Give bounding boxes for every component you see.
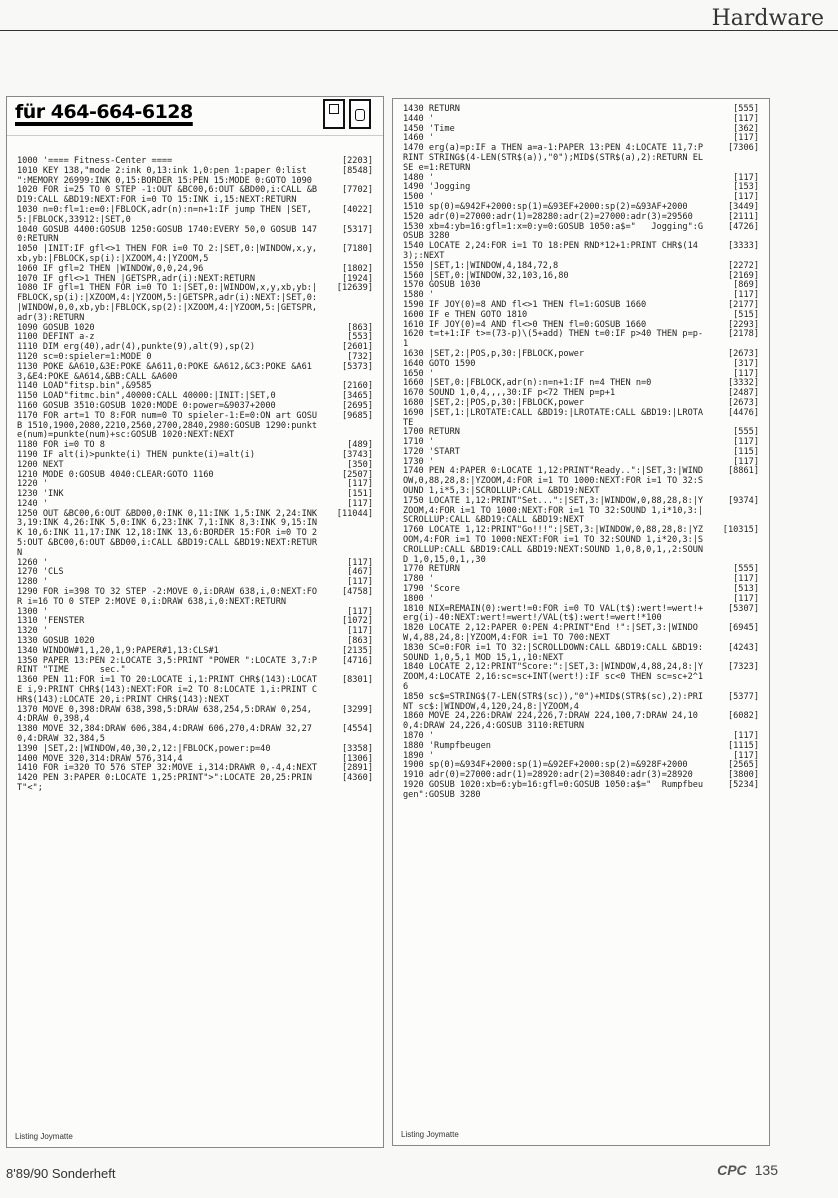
checksum: [863] [347,636,373,647]
checksum: [4716] [341,655,373,666]
code-text: 1890 ' [403,750,435,761]
code-line [403,223,759,243]
checksum: [3299] [341,704,373,715]
code-line [17,617,373,627]
code-text: 1870 ' [403,731,435,741]
code-text: 1680 |SET,2:|POS,p,30:|FBLOCK,power [403,397,585,408]
code-text: 1570 GOSUB 1030 [403,280,481,291]
code-line [17,676,373,705]
code-text: 1230 'INK [17,489,64,500]
code-line [403,585,759,595]
code-text: 1710 ' [403,437,435,448]
code-line [17,568,373,578]
checksum: [5377] [727,691,759,702]
checksum: [117] [347,498,373,509]
code-line [17,226,373,246]
code-line [403,526,759,565]
magazine-logo: CPC [717,1162,747,1178]
checksum: [115] [733,446,759,457]
code-text: 1550 |SET,1:|WINDOW,4,184,72,8 [403,260,559,271]
code-line [17,167,373,187]
checksum: [117] [733,731,759,741]
code-text: 1800 ' [403,593,435,604]
code-line [17,774,373,794]
checksum: [10315] [722,525,759,536]
checksum: [12639] [336,283,373,294]
code-line [403,105,759,115]
checksum: [117] [733,192,759,203]
checksum: [2565] [727,760,759,771]
checksum: [8301] [341,675,373,686]
code-text: 1640 GOTO 1590 [403,358,476,369]
code-text: 1520 adr(0)=27000:adr(1)=28280:adr(2)=27000:adr(3)=29560 [403,211,693,222]
checksum: [4554] [341,724,373,735]
code-text: 1140 LOAD"fitsp.bin",&9585 [17,381,152,392]
code-text: 1440 ' [403,113,435,124]
code-text: 1390 |SET,2:|WINDOW,40,30,2,12:|FBLOCK,power:p=40 [17,743,271,754]
code-text: 1430 RETURN [403,104,460,114]
code-text: 1060 IF gfl=2 THEN |WINDOW,0,0,24,96 [17,263,204,274]
checksum: [11044] [336,508,373,519]
code-text: 1850 sc$=STRING$(7-LEN(STR$(sc)),"0")+MID$(STR$(sc),2):PRINT sc$:|WINDOW,4,120,24,8:|YZOOM,4 [403,691,704,712]
checksum: [869] [733,280,759,291]
checksum: [1306] [341,753,373,764]
checksum: [117] [733,133,759,144]
code-text: 1660 |SET,0:|FBLOCK,adr(n):n=n+1:IF n=4 THEN n=0 [403,378,652,389]
checksum: [117] [347,577,373,588]
checksum: [117] [733,574,759,585]
code-text: 1810 NIX=REMAIN(0):wert!=0:FOR i=0 TO VAL(t$):wert!=wert!+erg(i)-40:NEXT:wert!=wert!/VAL(t$):wert!=wert!*100 [403,603,704,624]
code-line [403,605,759,625]
code-text: 1700 RETURN [403,427,460,438]
code-text: 1250 OUT &BC00,6:OUT &BD00,0:INK 0,11:INK 1,5:INK 2,24:INK 3,19:INK 4,26:INK 5,0:INK 6,23:INK 7,1:INK 8,3:INK 9,15:INK 10,6:INK 11,17:INK 12,18:INK 13,6:BORDER 15:FOR i=0 TO 25:OUT &BC00,6:OUT &BD00,i:CALL &BD19:CALL &BD19:NEXT:RETURN [17,508,323,558]
cassette-icon [349,99,371,129]
code-text: 1310 'FENSTER [17,616,85,627]
checksum: [117] [733,368,759,379]
code-text: 1200 NEXT [17,459,64,470]
code-text: 1630 |SET,2:|POS,p,30:|FBLOCK,power [403,348,585,359]
checksum: [4243] [727,642,759,653]
code-text: 1000 '==== Fitness-Center ==== [17,156,173,166]
code-text: 1120 sc=0:spieler=1:MODE 0 [17,351,152,362]
checksum: [9685] [341,410,373,421]
checksum: [4360] [341,773,373,784]
checksum: [2601] [341,342,373,353]
code-text: 1590 IF JOY(0)=8 AND fl<>1 THEN fl=1:GOSUB 1660 [403,299,647,310]
code-text: 1530 xb=4:yb=16:gfl=1:x=0:y=0:GOSUB 1050:a$=" Jogging":GOSUB 3280 [403,221,704,242]
code-line [403,144,759,173]
code-text: 1490 'Jogging [403,182,471,193]
checksum: [117] [733,593,759,604]
code-text: 1290 FOR i=398 TO 32 STEP -2:MOVE 0,i:DRAW 638,i,0:NEXT:FOR i=16 TO 0 STEP 2:MOVE 0,i:DRAW 638,i,0:NEXT:RETURN [17,587,318,607]
code-text: 1220 ' [17,479,49,490]
code-text: 1300 ' [17,606,49,617]
left-listing-panel [6,96,384,1148]
code-line [403,115,759,125]
code-text: 1650 ' [403,368,435,379]
code-text: 1420 PEN 3:PAPER 0:LOCATE 1,25:PRINT">":LOCATE 20,25:PRINT"<"; [17,773,312,793]
checksum: [7323] [727,662,759,673]
checksum: [2891] [341,763,373,774]
code-text: 1340 WINDOW#1,1,20,1,9:PAPER#1,13:CLS#1 [17,645,219,656]
checksum: [117] [733,113,759,124]
checksum: [117] [733,290,759,301]
code-text: 1580 ' [403,290,435,301]
code-line [17,706,373,726]
checksum: [2111] [727,211,759,222]
code-listing-right [403,105,759,801]
code-line [403,125,759,135]
code-line [17,363,373,383]
checksum: [4726] [727,221,759,232]
checksum: [1802] [341,263,373,274]
checksum: [3332] [727,378,759,389]
code-text: 1330 GOSUB 1020 [17,636,95,647]
code-text: 1320 ' [17,626,49,637]
code-line [17,657,373,677]
code-text: 1770 RETURN [403,564,460,575]
checksum: [2487] [727,388,759,399]
checksum: [6945] [727,623,759,634]
code-line [403,693,759,713]
checksum: [2169] [727,270,759,281]
code-line [403,565,759,575]
code-text: 1470 erg(a)=p:IF a THEN a=a-1:PAPER 13:PEN 4:LOCATE 11,7:PRINT STRING$(4-LEN(STR$(a)),"0");MID$(STR$(a),2):RETURN ELSE e=1:RETURN [403,143,704,173]
code-text: 1600 IF e THEN GOTO 1810 [403,309,528,320]
checksum: [489] [347,440,373,451]
checksum: [3465] [341,391,373,402]
code-text: 1380 MOVE 32,384:DRAW 606,384,4:DRAW 606,270,4:DRAW 32,270,4:DRAW 32,384,5 [17,724,312,745]
checksum: [555] [733,104,759,114]
code-text: 1210 MODE 0:GOSUB 4040:CLEAR:GOTO 1160 [17,469,214,480]
code-line [403,330,759,350]
code-text: 1350 PAPER 13:PEN 2:LOCATE 3,5:PRINT "POWER ":LOCATE 3,7:PRINT "TIME sec." [17,655,318,676]
checksum: [117] [347,557,373,568]
checksum: [7180] [341,244,373,255]
checksum: [3333] [727,241,759,252]
issue-label: 8'89/90 Sonderheft [6,1166,116,1181]
checksum: [9374] [727,495,759,506]
listing-caption: Listing Joymatte [401,1130,459,1139]
checksum: [1924] [341,273,373,284]
code-text: 1100 DEFINT a-z [17,332,95,343]
code-text: 1730 ' [403,456,435,467]
checksum: [863] [347,322,373,333]
checksum: [2673] [727,397,759,408]
code-line [403,742,759,752]
code-text: 1400 MOVE 320,314:DRAW 576,314,4 [17,753,183,764]
checksum: [3743] [341,449,373,460]
code-text: 1740 PEN 4:PAPER 0:LOCATE 1,12:PRINT"Ready..":|SET,3:|WINDOW,0,88,28,8:|YZOOM,4:FOR i=1 TO 1000:NEXT:FOR i=1 TO 32:SOUND 1,i*5,3:|SCROLLUP:CALL &BD19:NEXT [403,466,704,497]
code-text: 1170 FOR art=1 TO 8:FOR num=0 TO spieler-1:E=0:ON art GOSUB 1510,1900,2080,2210,2560,2700,2840,2980:GOSUB 1290:punkte(num)=punkte(num)+sc:GOSUB 1020:NEXT:NEXT [17,410,318,441]
checksum: [117] [733,750,759,761]
code-listing-left [17,157,373,794]
code-text: 1180 FOR i=0 TO 8 [17,440,105,451]
checksum: [6082] [727,711,759,722]
checksum: [555] [733,427,759,438]
checksum: [4758] [341,587,373,598]
code-line [403,448,759,458]
code-text: 1910 adr(0)=27000:adr(1)=28920:adr(2)=30840:adr(3)=28920 [403,770,693,781]
code-line [403,712,759,732]
checksum: [3449] [727,201,759,212]
checksum: [117] [347,626,373,637]
checksum: [2272] [727,260,759,271]
code-text: 1610 IF JOY(0)=4 AND fl<>0 THEN fl=0:GOSUB 1660 [403,319,647,330]
code-text: 1050 |INIT:IF gfl<>1 THEN FOR i=0 TO 2:|SET,0:|WINDOW,x,y,xb,yb:|FBLOCK,sp(i):|XZOOM,4:|YZOOM,5 [17,244,318,264]
page-number: 135 [754,1162,778,1178]
code-text: 1040 GOSUB 4400:GOSUB 1250:GOSUB 1740:EVERY 50,0 GOSUB 1470:RETURN [17,224,318,245]
checksum: [3358] [341,743,373,754]
code-text: 1480 ' [403,172,435,183]
code-line [403,428,759,438]
right-listing-panel [392,98,770,1146]
listing-caption: Listing Joymatte [15,1132,73,1141]
system-banner [7,97,383,136]
checksum: [467] [347,567,373,578]
checksum: [4476] [727,407,759,418]
code-line [17,559,373,569]
checksum: [7306] [727,143,759,154]
code-text: 1620 t=t+1:IF t>=(73-p)\(5+add) THEN t=0:IF p>40 THEN p=p-1 [403,329,704,350]
checksum: [1072] [341,616,373,627]
code-line [17,284,373,323]
code-line [403,644,759,664]
code-text: 1900 sp(0)=&934F+2000:sp(1)=&92EF+2000:sp(2)=&928F+2000 [403,760,688,771]
section-title: Hardware [711,6,824,31]
code-line [403,242,759,262]
code-text: 1240 ' [17,498,49,509]
code-text: 1190 IF alt(i)>punkte(i) THEN punkte(i)=alt(i) [17,449,255,460]
checksum: [5317] [341,224,373,235]
checksum: [2293] [727,319,759,330]
code-text: 1690 |SET,1:|LROTATE:CALL &BD19:|LROTATE:CALL &BD19:|LROTATE [403,407,704,428]
checksum: [117] [347,479,373,490]
code-text: 1450 'Time [403,123,455,134]
code-line [403,409,759,429]
code-text: 1110 DIM erg(40),adr(4),punkte(9),alt(9),sp(2) [17,342,255,353]
code-line [17,510,373,559]
code-line [403,624,759,644]
checksum: [513] [733,584,759,595]
code-text: 1720 'START [403,446,460,457]
code-text: 1880 'Rumpfbeugen [403,740,491,751]
code-text: 1780 ' [403,574,435,585]
code-text: 1270 'CLS [17,567,64,578]
code-line [17,480,373,490]
code-text: 1360 PEN 11:FOR i=1 TO 20:LOCATE i,1:PRINT CHR$(143):LOCATE i,9:PRINT CHR$(143):NEXT:FOR i=2 TO 8:LOCATE 1,i:PRINT CHR$(143):LOCATE 20,i:PRINT CHR$(143):NEXT [17,675,318,705]
code-line [403,497,759,526]
code-text: 1500 ' [403,192,435,203]
code-line [17,725,373,745]
checksum: [5373] [341,361,373,372]
checksum: [317] [733,358,759,369]
code-text: 1670 SOUND 1,0,4,,,,30:IF p<72 THEN p=p+1 [403,388,616,399]
code-text: 1540 LOCATE 2,24:FOR i=1 TO 18:PEN RND*12+1:PRINT CHR$(143);:NEXT [403,241,698,261]
checksum: [5307] [727,603,759,614]
code-text: 1130 POKE &A610,&3E:POKE &A611,0:POKE &A612,&C3:POKE &A613,&E4:POKE &A614,&BB:CALL &A600 [17,361,312,382]
checksum: [2203] [341,156,373,166]
code-line [17,245,373,265]
code-line [403,467,759,496]
checksum: [117] [733,456,759,467]
code-line [403,663,759,692]
code-text: 1370 MOVE 0,398:DRAW 638,398,5:DRAW 638,254,5:DRAW 0,254,4:DRAW 0,398,4 [17,704,312,725]
code-line [17,186,373,206]
checksum: [7702] [341,185,373,196]
checksum: [350] [347,459,373,470]
checksum: [4022] [341,204,373,215]
code-line [403,183,759,193]
checksum: [3800] [727,770,759,781]
code-line [403,781,759,801]
code-text: 1260 ' [17,557,49,568]
code-text: 1510 sp(0)=&942F+2000:sp(1)=&93EF+2000:sp(2)=&93AF+2000 [403,201,688,212]
code-text: 1840 LOCATE 2,12:PRINT"Score:":|SET,3:|WINDOW,4,88,24,8:|YZOOM,4:LOCATE 2,16:sc=sc+INT(wert!):IF sc<0 THEN sc=sc+2^16 [403,662,704,693]
code-text: 1460 ' [403,133,435,144]
page-footer [717,1162,778,1178]
checksum: [2178] [727,329,759,340]
checksum: [5234] [727,779,759,790]
checksum: [555] [733,564,759,575]
checksum: [2695] [341,400,373,411]
checksum: [2160] [341,381,373,392]
checksum: [2135] [341,645,373,656]
checksum: [117] [733,172,759,183]
code-line [403,281,759,291]
code-text: 1560 |SET,0:|WINDOW,32,103,16,80 [403,270,569,281]
checksum: [553] [347,332,373,343]
checksum: [515] [733,309,759,320]
code-text: 1790 'Score [403,584,460,595]
checksum: [362] [733,123,759,134]
code-text: 1280 ' [17,577,49,588]
code-text: 1410 FOR i=320 TO 576 STEP 32:MOVE i,314:DRAWR 0,-4,4:NEXT [17,763,318,774]
checksum: [2177] [727,299,759,310]
code-text: 1150 LOAD"fitmc.bin",40000:CALL 40000:|INIT:|SET,0 [17,391,276,402]
checksum: [1115] [727,740,759,751]
code-text: 1030 n=0:fl=1:e=0:|FBLOCK,adr(n):n=n+1:IF jump THEN |SET,5:|FBLOCK,33912:|SET,0 [17,204,312,225]
checksum: [732] [347,351,373,362]
code-text: 1860 MOVE 24,226:DRAW 224,226,7:DRAW 224,100,7:DRAW 24,100,4:DRAW 24,226,4:GOSUB 3110:RETURN [403,711,698,732]
disk-icon [323,99,345,129]
code-text: 1750 LOCATE 1,12:PRINT"Set...":|SET,3:|WINDOW,0,88,28,8:|YZOOM,4:FOR i=1 TO 1000:NEXT:FOR i=1 TO 32:SOUND 1,i*10,3:|SCROLLUP:CALL &BD19:CALL &BD19:NEXT [403,495,704,526]
code-line [17,471,373,481]
code-text: 1020 FOR i=25 TO 0 STEP -1:OUT &BC00,6:OUT &BD00,i:CALL &BD19:CALL &BD19:NEXT:FOR i=0 TO 15:INK i,15:NEXT:RETURN [17,185,318,206]
code-text: 1760 LOCATE 1,12:PRINT"Go!!!":|SET,3:|WINDOW,0,88,28,8:|YZOOM,4:FOR i=1 TO 1000:NEXT:FOR i=1 TO 32:SOUND 1,i*20,3:|SCROLLUP:CALL &BD19:CALL &BD19:NEXT:SOUND 1,0,8,0,1,,2:SOUND 1,0,15,0,1,,30 [403,525,704,565]
code-line [17,206,373,226]
checksum: [2673] [727,348,759,359]
code-text: 1920 GOSUB 1020:xb=6:yb=16:gfl=0:GOSUB 1050:a$=" Rumpfbeugen":GOSUB 3280 [403,779,704,800]
code-line [17,490,373,500]
code-text: 1070 IF gfl<>1 THEN |GETSPR,adr(i):NEXT:RETURN [17,273,255,284]
code-line [17,588,373,608]
system-brand: für 464-664-6128 [15,101,193,123]
checksum: [2507] [341,469,373,480]
code-line [403,360,759,370]
code-text: 1830 SC=0:FOR i=1 TO 32:|SCROLLDOWN:CALL &BD19:CALL &BD19:SOUND 1,0,5,1 MOD 15,1,,10:NEXT [403,642,704,663]
code-text: 1080 IF gfl=1 THEN FOR i=0 TO 1:|SET,0:|WINDOW,x,y,xb,yb:|FBLOCK,sp(i):|XZOOM,4:|YZOOM,5:|GETSPR,adr(i):NEXT:|SET,0:|WINDOW,0,0,xb,yb:|FBLOCK,sp(2):|XZOOM,4:|YZOOM,5:|GETSPR,adr(3):RETURN [17,283,318,323]
checksum: [8548] [341,165,373,176]
code-line [17,412,373,441]
checksum: [151] [347,489,373,500]
checksum: [117] [347,606,373,617]
code-text: 1090 GOSUB 1020 [17,322,95,333]
checksum: [8861] [727,466,759,477]
code-line [17,451,373,461]
checksum: [117] [733,437,759,448]
media-icons [323,99,371,129]
code-text: 1160 GOSUB 3510:GOSUB 1020:MODE 0:power=&9037+2000 [17,400,276,411]
checksum: [153] [733,182,759,193]
code-text: 1820 LOCATE 2,12:PAPER 0:PEN 4:PRINT"End !":|SET,3:|WINDOW,4,88,24,8:|YZOOM,4:FOR i=1 TO 700:NEXT [403,623,698,644]
code-text: 1010 KEY 138,"mode 2:ink 0,13:ink 1,0:pen 1:paper 0:list ":MEMORY 26999:INK 0,15:BORDER 15:PEN 15:MODE 0:GOTO 1090 [17,165,312,186]
